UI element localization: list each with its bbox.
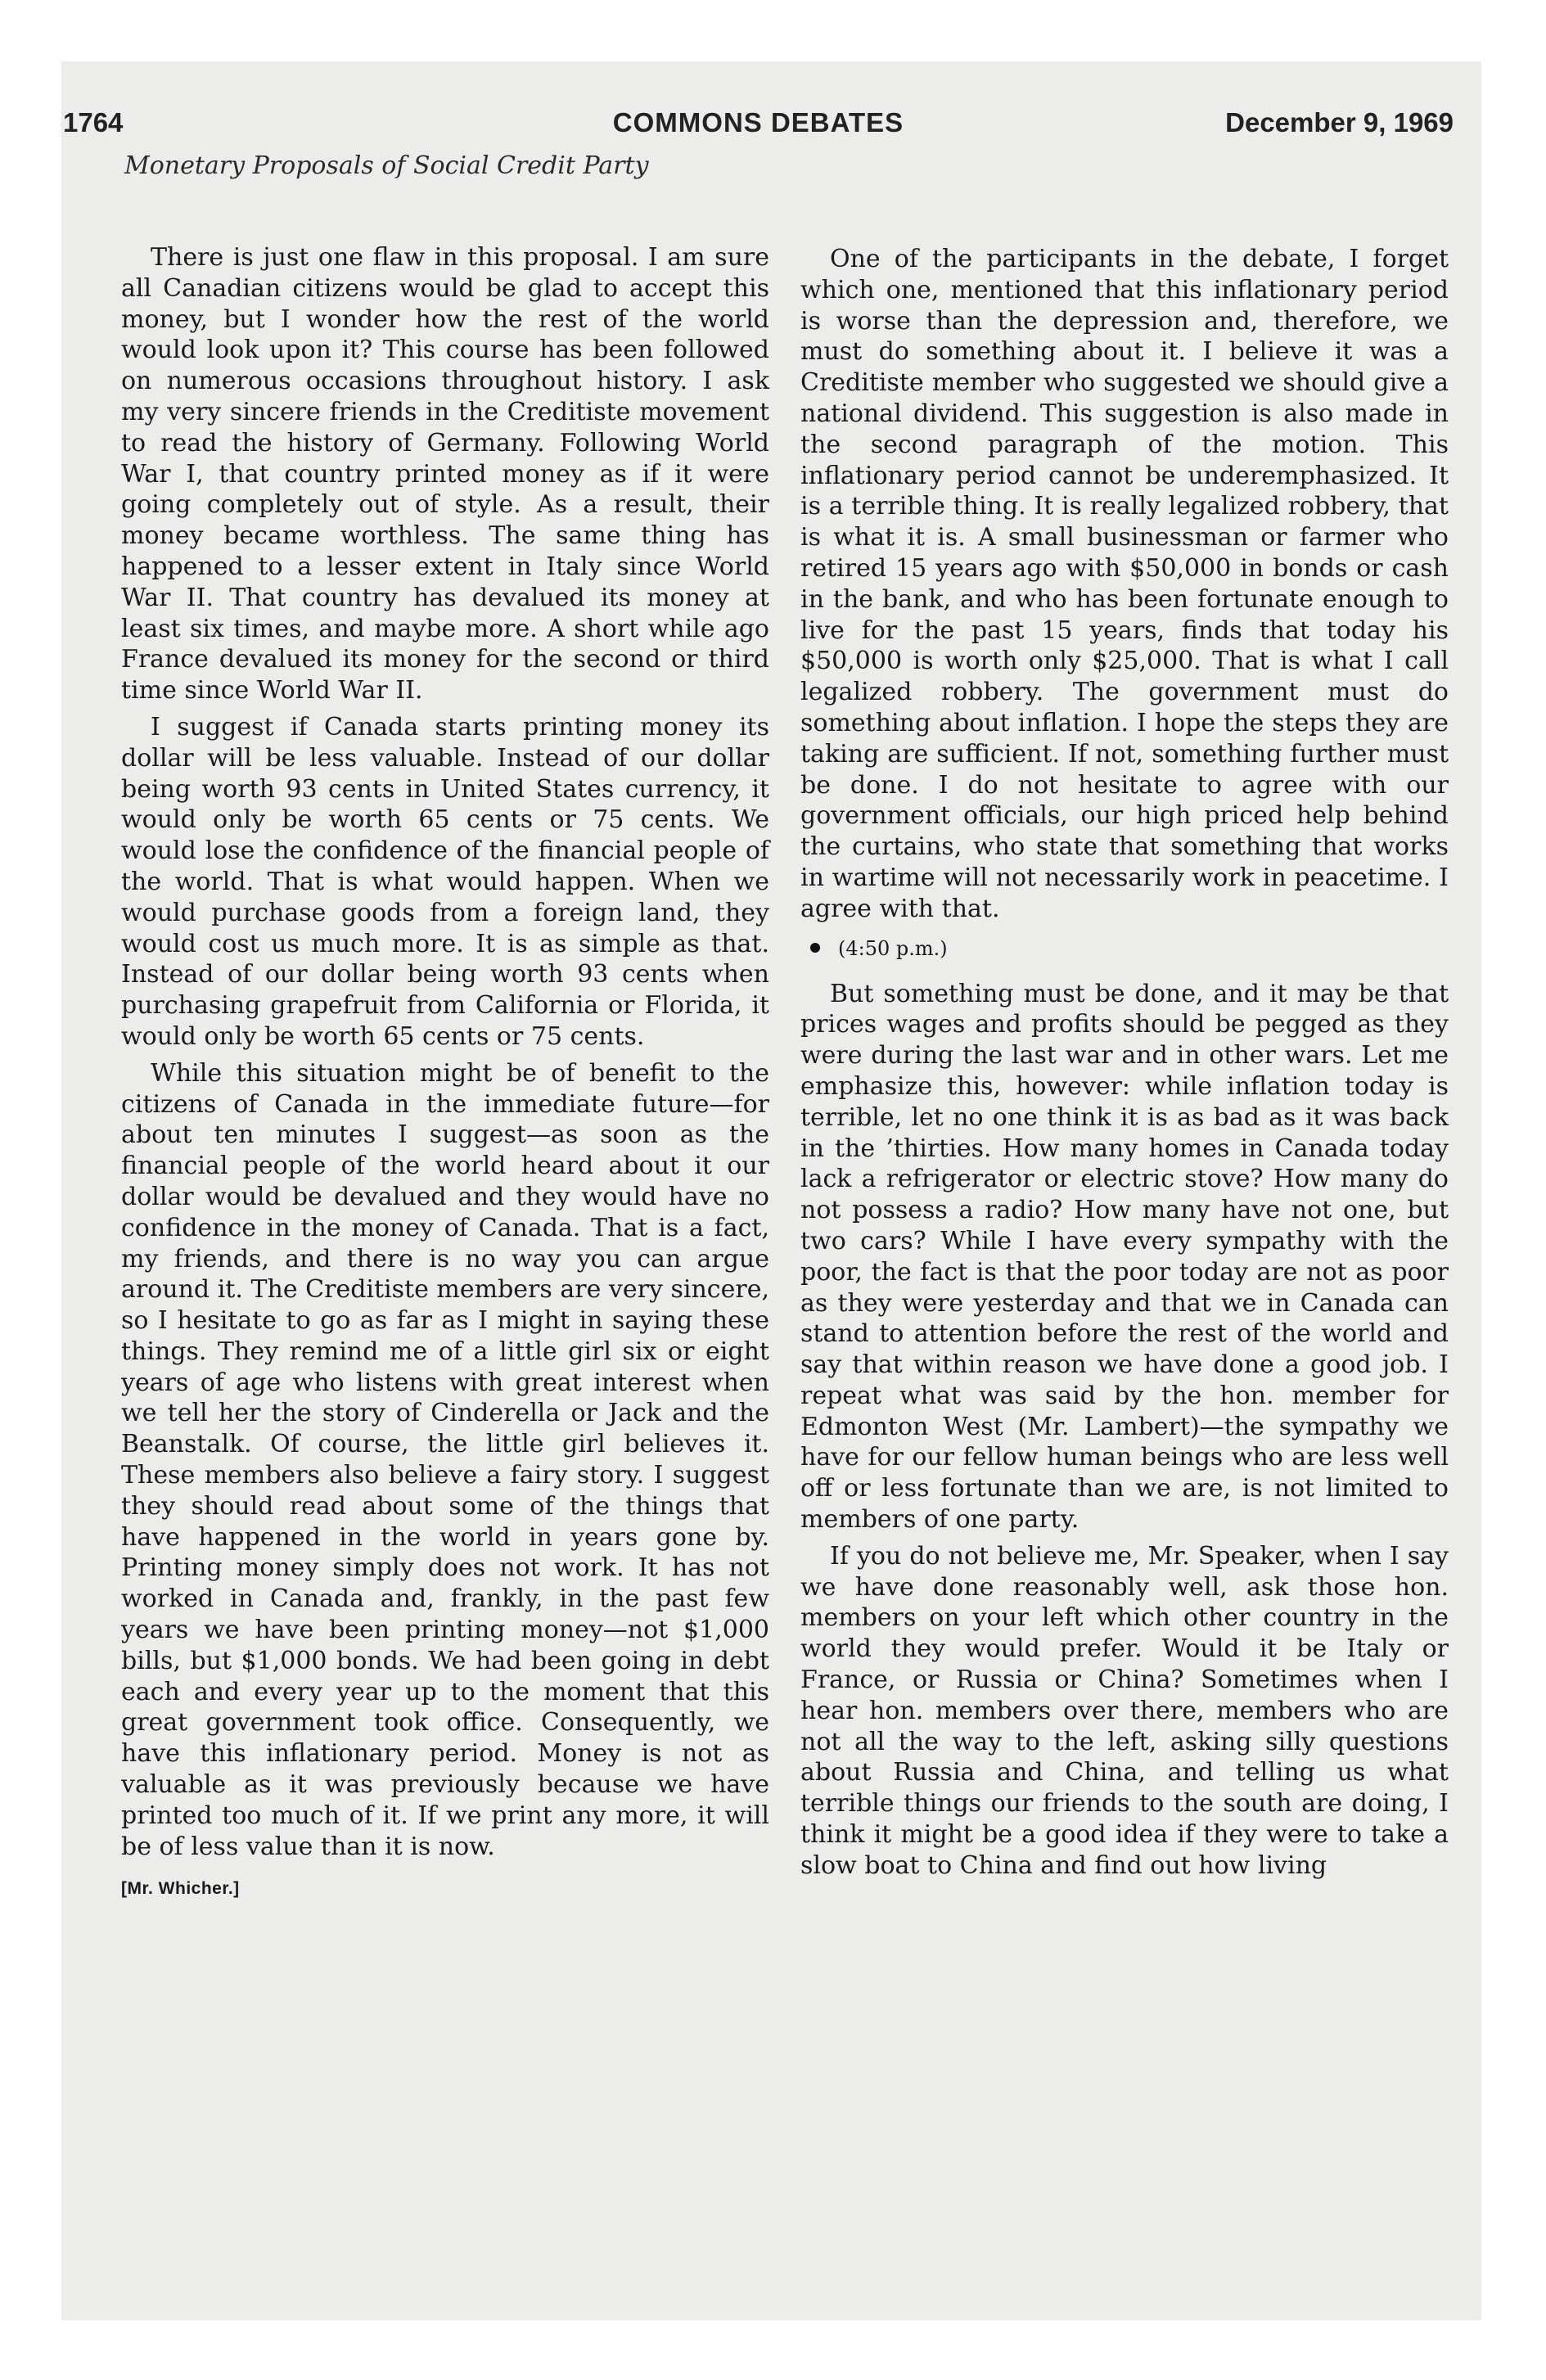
paragraph: While this situation might be of benefit to the citizens of Canada in the immediate future—for about ten minutes I suggest—as soon as the financial people of the world heard about it our dollar would be devalued and they would have no confidence in the money of Canada. That is a fact, my friends, and there is no way you can argue around it. The Creditiste members are very sincere, so I hesitate to go as far as I might in saying these things. They remind me of a little girl six or eight years of age who listens with great interest when we tell her the story of Cinderella or Jack and the Beanstalk. Of course, the little girl believes it. These members also believe a fairy story. I suggest they should read about some of the things that have happened in the world in years gone by. Printing money simply does not work. It has not worked in Canada and, frankly, in the past few years we have been printing money—not $1,000 bills, but $1,000 bonds. We had been going in debt each and every year up to the moment that this great government took office. Consequently, we have this inflationary period. Money is not as valuable as it was previously because we have printed too much of it. If we print any more, it will be of less value than it is now. [121,1058,769,1861]
page-header [63,107,1454,145]
speaker-tag: [Mr. Whicher.] [121,1879,240,1899]
time-marker [800,936,1449,961]
section-subheading: Monetary Proposals of Social Credit Party [124,151,649,180]
publication-title: COMMONS DEBATES [612,107,904,137]
paragraph: One of the participants in the debate, I forget which one, mentioned that this inflationary period is worse than the depression and, therefore, we must do something about it. I believe it was a Creditiste member who suggested we should give a national dividend. This suggestion is also made in the second paragraph of the motion. This inflationary period cannot be underemphasized. It is a terrible thing. It is really legalized robbery, that is what it is. A small businessman or farmer who retired 15 years ago with $50,000 in bonds or cash in the bank, and who has been fortunate enough to live for the past 15 years, finds that today his $50,000 is worth only $25,000. That is what I call legalized robbery. The government must do something about inflation. I hope the steps they are taking are sufficient. If not, something further must be done. I do not hesitate to agree with our government officials, our high priced help behind the curtains, who state that something that works in wartime will not necessarily work in peacetime. I agree with that. [800,245,1449,923]
publication-date: December 9, 1969 [1225,107,1454,137]
bullet-icon [810,943,820,953]
paragraph: If you do not believe me, Mr. Speaker, when I say we have done reasonably well, ask those hon. members on your left which other country in the world they would prefer. Would it be Italy or France, or Russia or China? Sometimes when I hear hon. members over there, members who are not all the way to the left, asking silly questions about Russia and China, and telling us what terrible things our friends to the south are doing, I think it might be a good idea if they were to take a slow boat to China and find out how living [800,1541,1449,1880]
page-number: 1764 [63,107,124,137]
paragraph: There is just one flaw in this proposal. I am sure all Canadian citizens would be glad to accept this money, but I wonder how the rest of the world would look upon it? This course has been followed on numerous occasions throughout history. I ask my very sincere friends in the Creditiste movement to read the history of Germany. Following World War I, that country printed money as if it were going completely out of style. As a result, their money became worthless. The same thing has happened to a lesser extent in Italy since World War II. That country has devalued its money at least six times, and maybe more. A short while ago France devalued its money for the second or third time since World War II. [121,243,769,705]
paragraph: But something must be done, and it may be that prices wages and profits should be pegged as they were during the last war and in other wars. Let me emphasize this, however: while inflation today is terrible, let no one think it is as bad as it was back in the ’thirties. How many homes in Canada today lack a refrigerator or electric stove? How many do not possess a radio? How many have not one, but two cars? While I have every sympathy with the poor, the fact is that the poor today are not as poor as they were yesterday and that we in Canada can stand to attention before the rest of the world and say that within reason we have done a good job. I repeat what was said by the hon. member for Edmonton West (Mr. Lambert)—the sympathy we have for our fellow human beings who are less well off or less fortunate than we are, is not limited to members of one party. [800,979,1449,1535]
paragraph: I suggest if Canada starts printing money its dollar will be less valuable. Instead of our dollar being worth 93 cents in United States currency, it would only be worth 65 cents or 75 cents. We would lose the confidence of the financial people of the world. That is what would happen. When we would purchase goods from a foreign land, they would cost us much more. It is as simple as that. Instead of our dollar being worth 93 cents when purchasing grapefruit from California or Florida, it would only be worth 65 cents or 75 cents. [121,712,769,1051]
time-marker-text: (4:50 p.m.) [838,936,948,960]
right-column [800,244,1449,1887]
left-column [121,242,769,1904]
